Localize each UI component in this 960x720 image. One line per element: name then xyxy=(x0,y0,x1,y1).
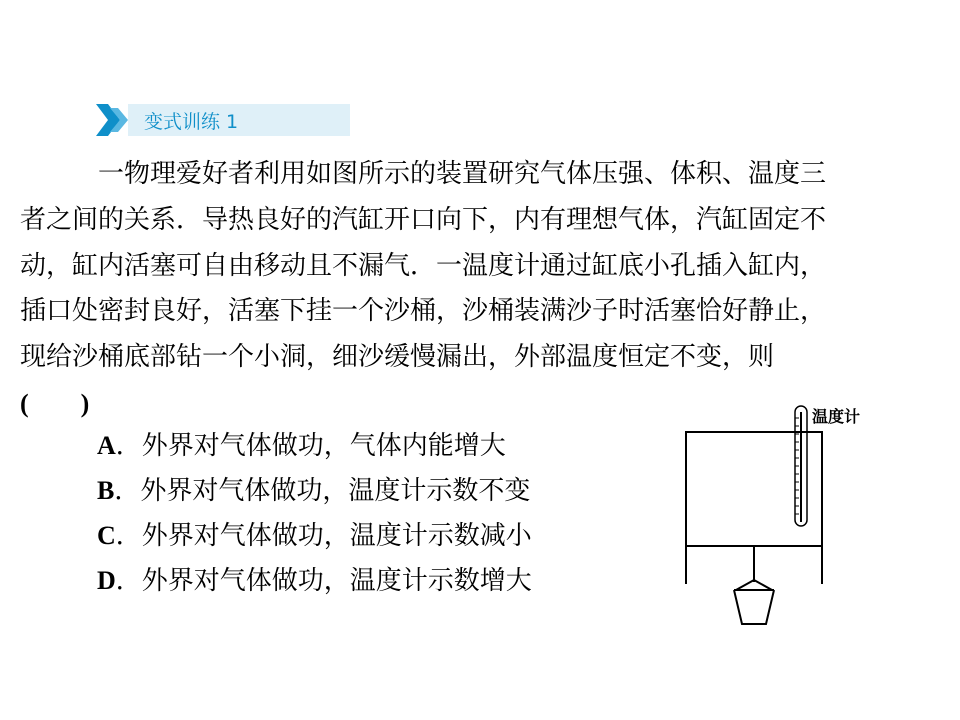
option-text: 外界对气体做功，温度计示数增大 xyxy=(141,566,532,596)
question-line: 一物理爱好者利用如图所示的装置研究气体压强、体积、温度三 xyxy=(98,159,827,189)
question-line: 者之间的关系．导热良好的汽缸开口向下，内有理想气体，汽缸固定不 xyxy=(20,204,827,235)
answer-blank: ( ) xyxy=(20,388,90,418)
apparatus-drawing xyxy=(676,396,906,636)
option-text: 外界对气体做功，温度计示数不变 xyxy=(140,476,531,506)
option-b[interactable] xyxy=(97,468,532,513)
option-d[interactable] xyxy=(97,558,532,603)
option-label: C xyxy=(97,521,116,550)
option-label: A xyxy=(97,431,116,460)
thermometer-label: 温度计 xyxy=(812,407,861,426)
option-c[interactable] xyxy=(97,513,532,558)
option-text: 外界对气体做功，气体内能增大 xyxy=(141,431,506,461)
option-separator: ． xyxy=(115,566,142,596)
thermometer-icon xyxy=(795,406,807,526)
question-line: 动，缸内活塞可自由移动且不漏气．一温度计通过缸底小孔插入缸内， xyxy=(20,250,827,281)
question-line: 插口处密封良好，活塞下挂一个沙桶，沙桶装满沙子时活塞恰好静止， xyxy=(20,296,827,327)
chevron-right-icon xyxy=(96,104,132,136)
option-separator: ． xyxy=(115,521,142,551)
question-stem xyxy=(20,152,945,427)
option-label: B xyxy=(97,476,115,505)
sand-bucket-icon xyxy=(734,580,774,624)
answer-options xyxy=(97,423,532,603)
option-separator: ． xyxy=(114,476,141,506)
question-line: 现给沙桶底部钻一个小洞，细沙缓慢漏出，外部温度恒定不变，则 xyxy=(20,342,775,373)
option-label: D xyxy=(97,566,116,595)
option-text: 外界对气体做功，温度计示数减小 xyxy=(141,521,532,551)
section-title: 变式训练 1 xyxy=(144,111,239,133)
option-separator: ． xyxy=(115,431,142,461)
apparatus-figure xyxy=(676,396,906,636)
option-a[interactable] xyxy=(97,423,532,468)
